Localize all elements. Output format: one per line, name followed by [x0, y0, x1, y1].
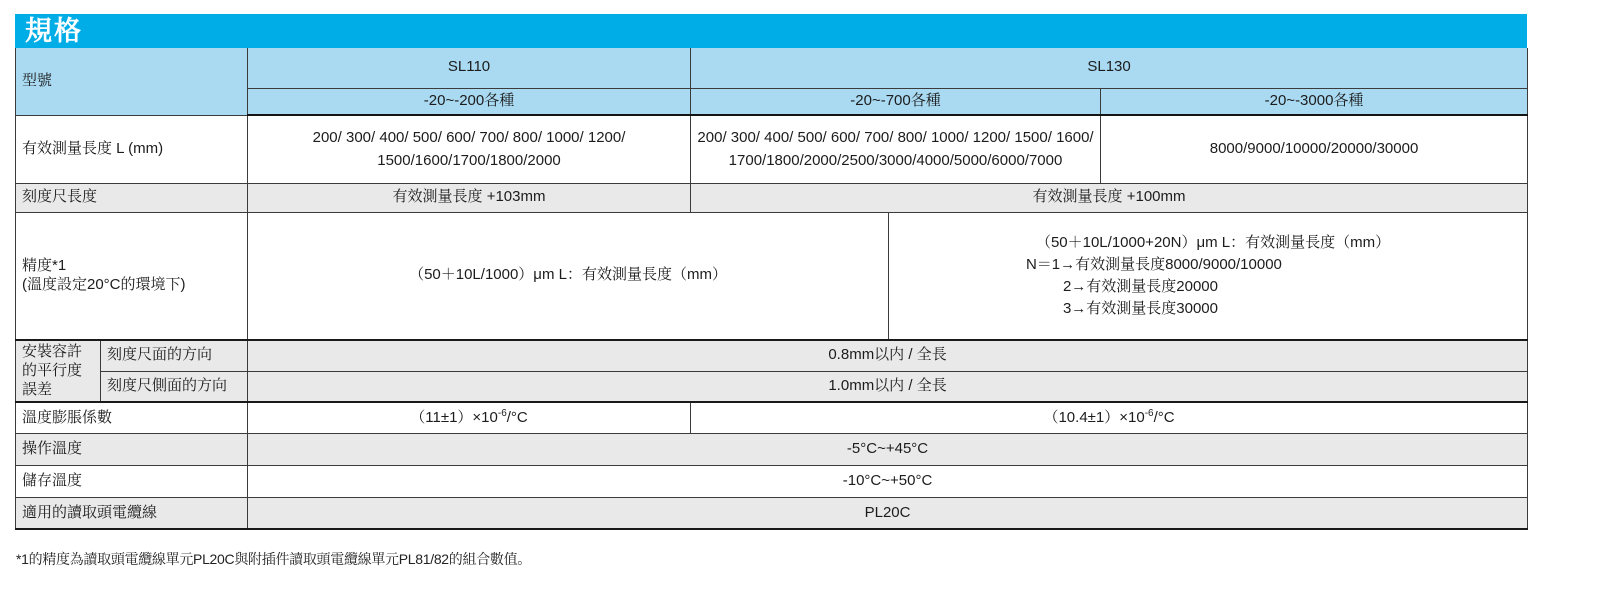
range-sl110: -20~-200各種: [248, 88, 691, 115]
range-sl130-b: -20~-3000各種: [1101, 88, 1528, 115]
thermal-sl110-base: （11±1）×10: [410, 408, 498, 426]
accuracy-sl130: [889, 212, 1528, 340]
thermal-sl130-base: （10.4±1）×10: [1043, 408, 1145, 426]
effective-length-sl110-line2: 1500/1600/1700/1800/2000: [377, 152, 561, 170]
parallelism-side-label: 刻度尺側面的方向: [101, 371, 248, 402]
accuracy-sl130-n3: 3→有效測量長度30000: [1062, 299, 1218, 317]
storage-temp-value: -10°C~+50°C: [248, 465, 1528, 497]
page-title: 規格: [25, 16, 83, 46]
thermal-sl110-exponent: -6: [497, 407, 507, 419]
parallelism-face-value: 0.8mm以内 / 全長: [248, 340, 1528, 371]
scale-length-sl110: 有效測量長度 +103mm: [248, 183, 691, 212]
effective-length-label: 有效測量長度 L (mm): [16, 115, 248, 183]
operating-temp-label: 操作溫度: [16, 433, 248, 465]
effective-length-row: [16, 115, 1528, 183]
cable-label: 適用的讀取頭電纜線: [16, 497, 248, 529]
spec-section: [15, 14, 1527, 569]
effective-length-sl130a-line1: 200/ 300/ 400/ 500/ 600/ 700/ 800/ 1000/ 1200/ 1500/ 1600/: [697, 129, 1094, 146]
scale-length-sl130: 有效測量長度 +100mm: [691, 183, 1528, 212]
model-name-sl130: SL130: [691, 48, 1528, 88]
accuracy-sl110: （50＋10L/1000）μm L：有效測量長度（mm）: [248, 212, 889, 340]
parallelism-row-side: [16, 371, 1528, 402]
parallelism-face-label: 刻度尺面的方向: [101, 340, 248, 371]
thermal-sl110: [248, 402, 691, 433]
parallelism-label-line3: 誤差: [22, 380, 53, 398]
thermal-label: 溫度膨脹係數: [16, 402, 248, 433]
storage-temp-row: [16, 465, 1528, 497]
spec-table: [15, 48, 1528, 530]
operating-temp-row: [16, 433, 1528, 465]
effective-length-sl110-line1: 200/ 300/ 400/ 500/ 600/ 700/ 800/ 1000/ 1200/: [312, 129, 626, 146]
model-name-sl110: SL110: [248, 48, 691, 88]
storage-temp-label: 儲存溫度: [16, 465, 248, 497]
accuracy-sl130-n2: 2→有效測量長度20000: [1062, 277, 1218, 295]
operating-temp-value: -5°C~+45°C: [248, 433, 1528, 465]
footnote: *1的精度為讀取頭電纜線單元PL20C與附插件讀取頭電纜線單元PL81/82的組合數值。: [16, 551, 531, 568]
accuracy-row: [16, 212, 1528, 340]
parallelism-side-value: 1.0mm以内 / 全長: [248, 371, 1528, 402]
parallelism-row-face: [16, 340, 1528, 371]
parallelism-label: [16, 340, 101, 402]
parallelism-label-line2: 的平行度: [22, 361, 83, 379]
section-title-bar: [15, 14, 1527, 48]
thermal-sl110-unit: /°C: [506, 408, 528, 426]
range-sl130-a: -20~-700各種: [691, 88, 1101, 115]
scale-length-row: [16, 183, 1528, 212]
parallelism-label-line1: 安裝容許: [22, 343, 83, 360]
accuracy-label-line2: (溫度設定20°C的環境下): [22, 275, 186, 293]
cable-value: PL20C: [248, 497, 1528, 529]
model-row-label: 型號: [16, 48, 248, 115]
effective-length-sl130-b: 8000/9000/10000/20000/30000: [1101, 115, 1528, 183]
effective-length-sl130a-line2: 1700/1800/2000/2500/3000/4000/5000/6000/7000: [728, 152, 1063, 170]
scale-length-label: 刻度尺長度: [16, 183, 248, 212]
accuracy-label-line1: 精度*1: [22, 257, 67, 274]
thermal-sl130: [691, 402, 1528, 433]
accuracy-label: [16, 212, 248, 340]
effective-length-sl110: [248, 115, 691, 183]
effective-length-sl130-a: [691, 115, 1101, 183]
accuracy-sl130-formula: （50＋10L/1000+20N）μm L：有效測量長度（mm）: [1035, 234, 1391, 252]
model-header-row: [16, 48, 1528, 88]
accuracy-sl130-n1: N＝1→有效測量長度8000/9000/10000: [1025, 256, 1282, 273]
thermal-sl130-unit: /°C: [1153, 408, 1175, 426]
thermal-row: [16, 402, 1528, 433]
thermal-sl130-exponent: -6: [1144, 407, 1154, 419]
cable-row: [16, 497, 1528, 529]
